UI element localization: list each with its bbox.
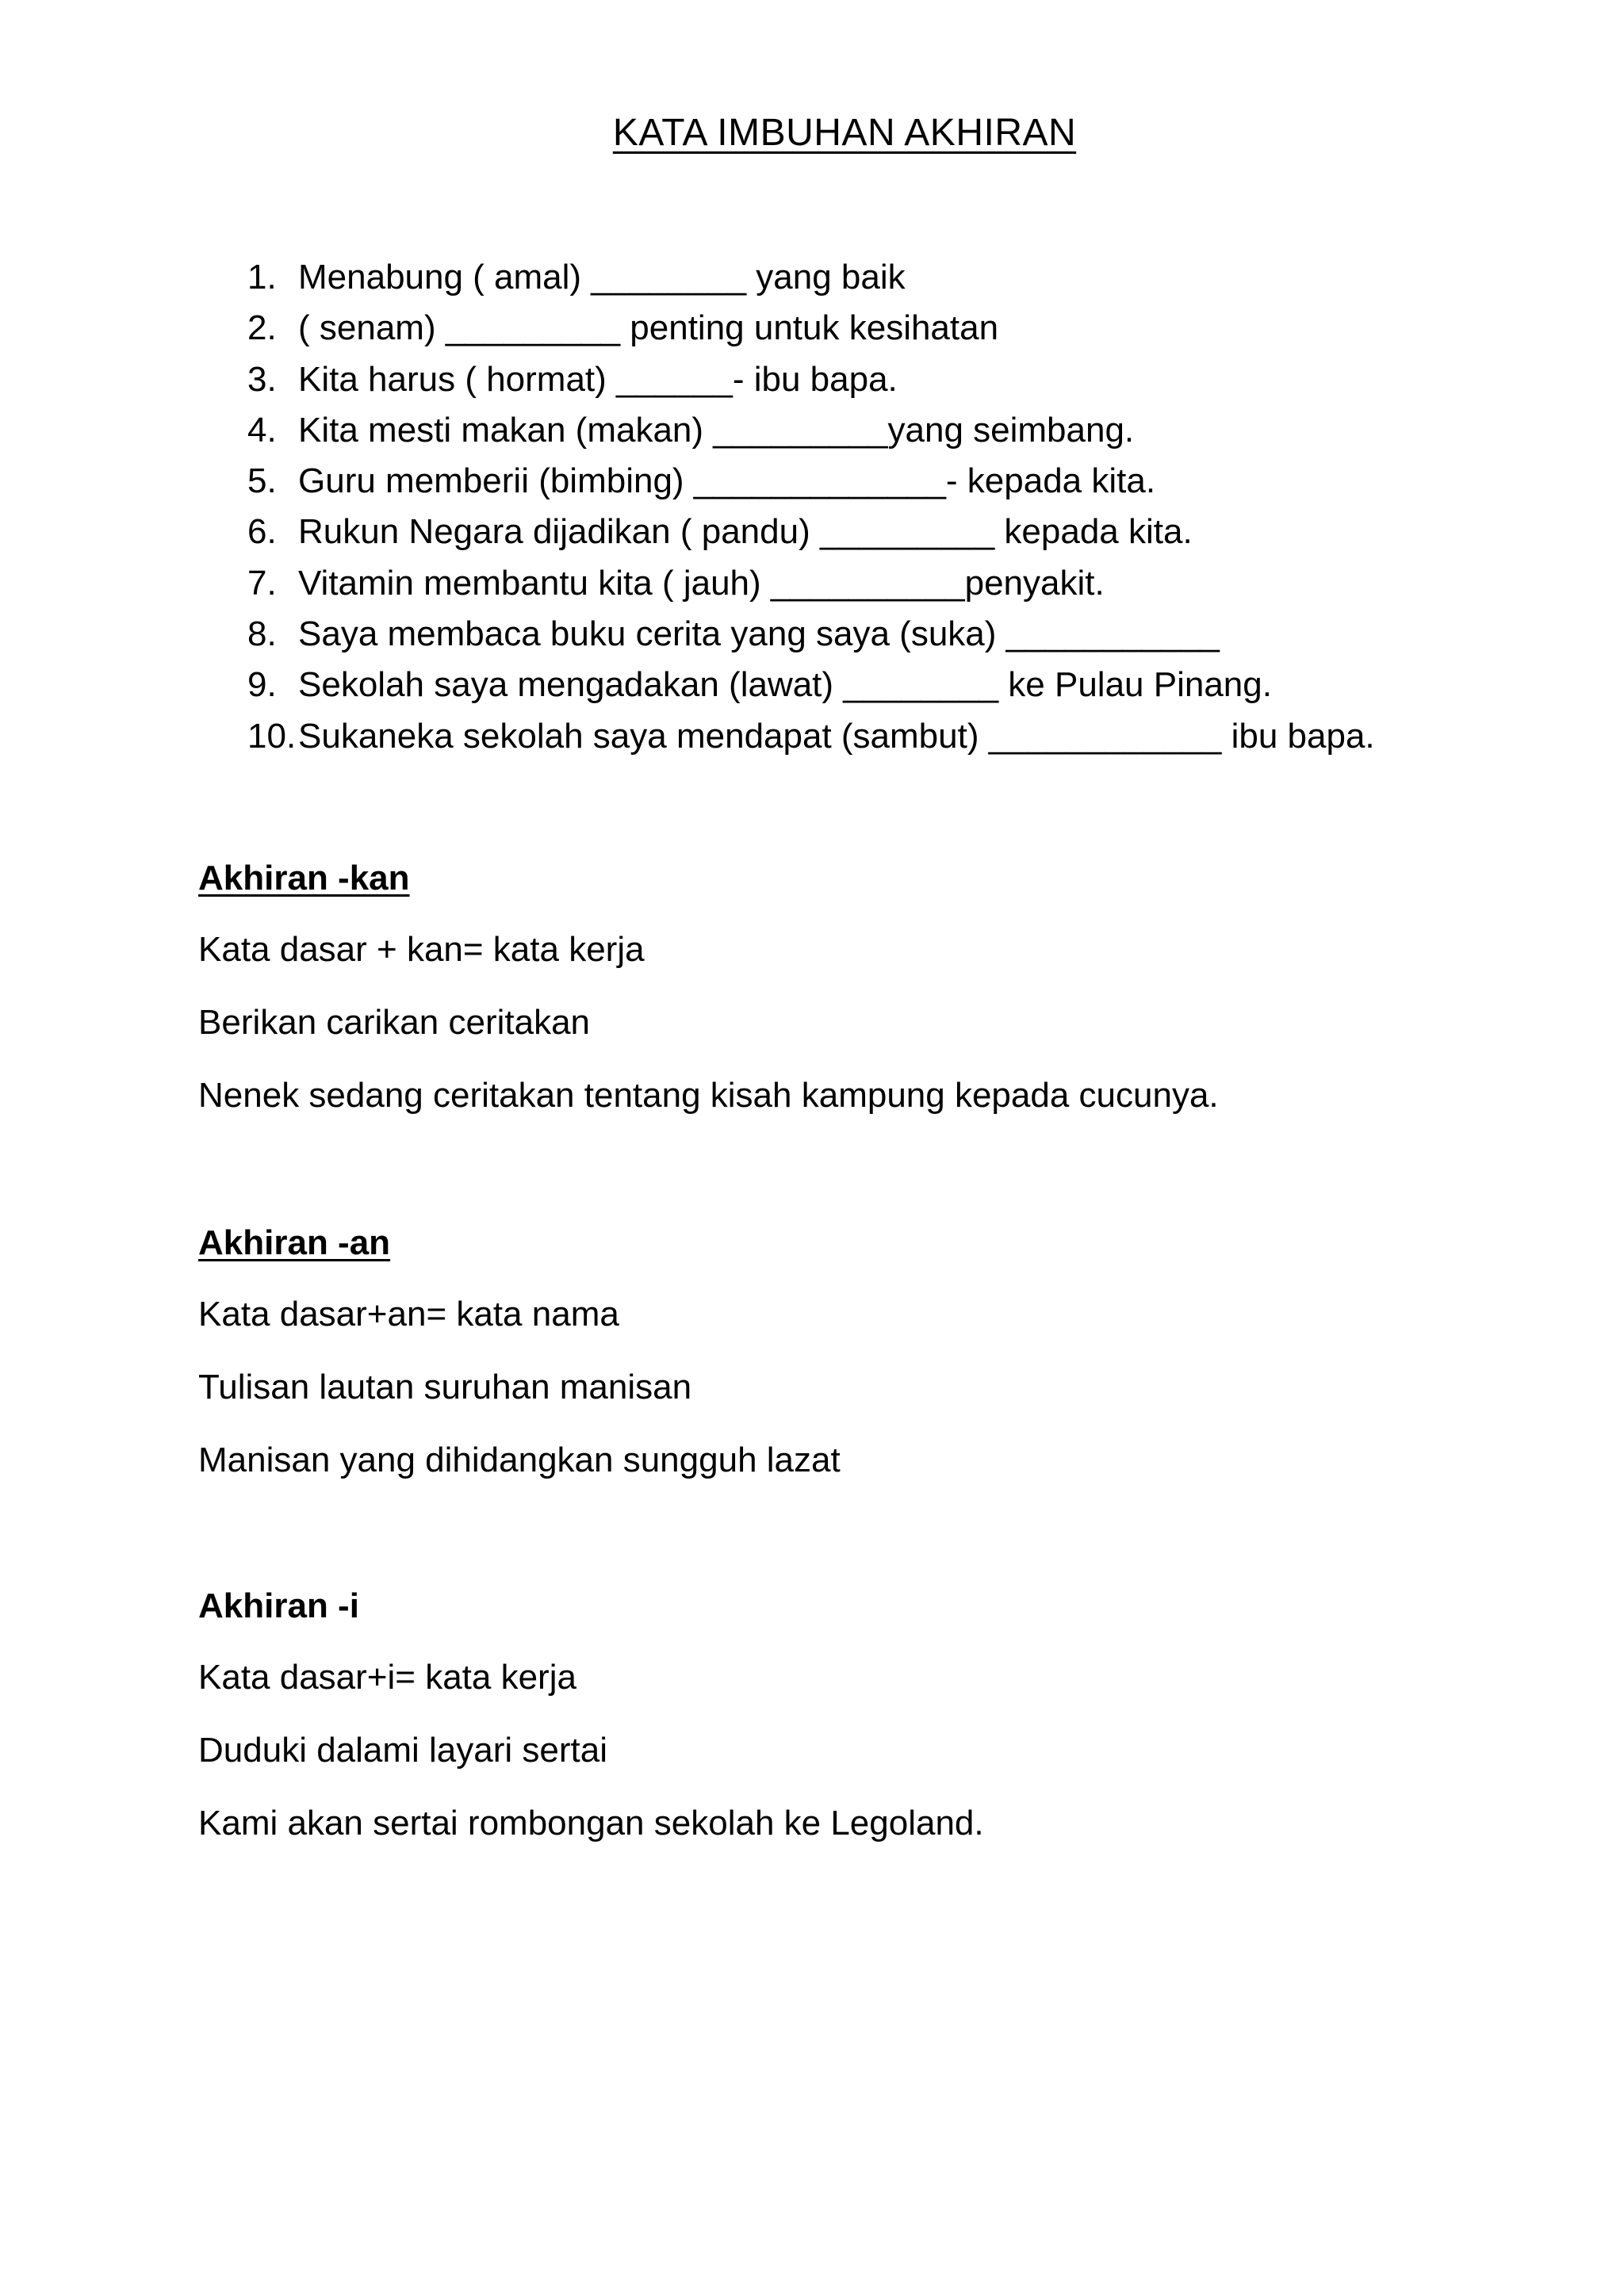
exercise-text: Vitamin membantu kita ( jauh) __________penyakit. — [298, 563, 1105, 603]
exercise-number: 1. — [247, 258, 277, 297]
exercise-text: ( senam) _________ penting untuk kesihatan — [298, 308, 999, 348]
page-title: KATA IMBUHAN AKHIRAN — [612, 112, 1077, 154]
exercise-list — [0, 252, 1624, 762]
exercise-item — [0, 303, 1624, 354]
exercise-text: Sekolah saya mengadakan (lawat) ________ ke Pulau Pinang. — [298, 665, 1272, 705]
exercise-number: 6. — [247, 512, 277, 552]
exercise-item — [0, 252, 1624, 303]
section-akhiran-i — [198, 1582, 1546, 1873]
section-sentence: Manisan yang dihidangkan sungguh lazat — [198, 1441, 841, 1479]
exercise-item — [0, 660, 1624, 710]
exercise-text: Saya membaca buku cerita yang saya (suka) ___________ — [298, 614, 1220, 654]
section-heading: Akhiran -kan — [198, 859, 410, 897]
exercise-text: Rukun Negara dijadikan ( pandu) _________ kepada kita. — [298, 512, 1193, 552]
section-rule: Kata dasar+i= kata kerja — [198, 1658, 576, 1697]
exercise-text: Menabung ( amal) ________ yang baik — [298, 258, 906, 297]
exercise-number: 2. — [247, 308, 277, 348]
section-sentence: Kami akan sertai rombongan sekolah ke Legoland. — [198, 1804, 984, 1843]
section-akhiran-kan — [198, 855, 1546, 1145]
section-examples: Duduki dalami layari sertai — [198, 1731, 607, 1770]
section-sentence: Nenek sedang ceritakan tentang kisah kampung kepada cucunya. — [198, 1076, 1219, 1115]
exercise-item — [0, 405, 1624, 456]
exercise-number: 10. — [247, 716, 297, 756]
section-heading: Akhiran -i — [198, 1586, 359, 1625]
section-examples: Berikan carikan ceritakan — [198, 1003, 591, 1042]
exercise-text: Kita mesti makan (makan) _________yang seimbang. — [298, 410, 1135, 450]
section-akhiran-an — [198, 1219, 1546, 1510]
exercise-number: 7. — [247, 563, 277, 603]
exercise-number: 4. — [247, 410, 277, 450]
exercise-number: 3. — [247, 359, 277, 399]
exercise-text: Sukaneka sekolah saya mendapat (sambut) ____________ ibu bapa. — [298, 716, 1375, 756]
exercise-item — [0, 507, 1624, 557]
exercise-item — [0, 456, 1624, 507]
exercise-number: 5. — [247, 461, 277, 501]
section-heading: Akhiran -an — [198, 1223, 391, 1262]
exercise-item — [0, 711, 1624, 762]
exercise-text: Guru memberii (bimbing) _____________- kepada kita. — [298, 461, 1156, 501]
exercise-item — [0, 558, 1624, 609]
exercise-item — [0, 354, 1624, 405]
exercise-number: 8. — [247, 614, 277, 654]
exercise-text: Kita harus ( hormat) ______- ibu bapa. — [298, 359, 898, 399]
exercise-number: 9. — [247, 665, 277, 705]
exercise-item — [0, 609, 1624, 660]
section-rule: Kata dasar + kan= kata kerja — [198, 930, 645, 969]
section-examples: Tulisan lautan suruhan manisan — [198, 1368, 692, 1406]
section-rule: Kata dasar+an= kata nama — [198, 1295, 619, 1334]
